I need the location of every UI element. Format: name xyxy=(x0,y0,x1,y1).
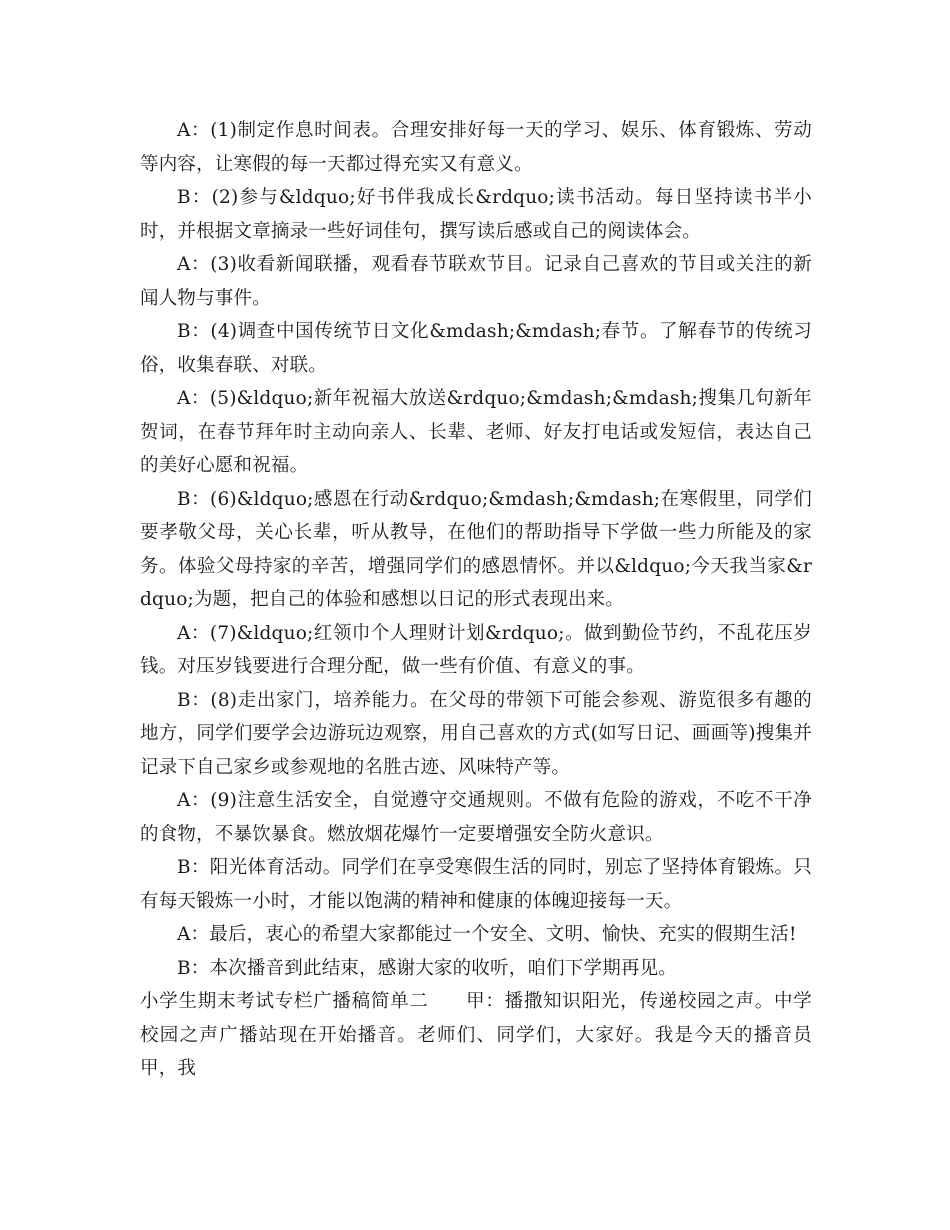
section-title: 小学生期末考试专栏广播稿简单二 xyxy=(140,991,429,1012)
section-text: 甲：播撒知识阳光，传递校园之声。中学校园之声广播站现在开始播音。老师们、同学们，大家好。我是今天的播音员甲，我 xyxy=(140,991,812,1079)
paragraph-7: A：(7)&ldquo;红领巾个人理财计划&rdquo;。做到勤俭节约，不乱花压岁钱。对压岁钱要进行合理分配，做一些有价值、有意义的事。 xyxy=(140,622,812,677)
paragraph-6: B：(6)&ldquo;感恩在行动&rdquo;&mdash;&mdash;在寒假里，同学们要孝敬父母，关心长辈，听从教导，在他们的帮助指导下学做一些力所能及的家务。体验父母持家的辛苦，增强同学们的感恩情怀。并以&ldquo;今天我当家&rdquo;为题，把自己的体验和感想以日记的形式表现出来。 xyxy=(140,488,812,610)
paragraph-9: A：(9)注意生活安全，自觉遵守交通规则。不做有危险的游戏，不吃不干净的食物，不暴饮暴食。燃放烟花爆竹一定要增强安全防火意识。 xyxy=(140,790,812,845)
paragraph-4: B：(4)调查中国传统节日文化&mdash;&mdash;春节。了解春节的传统习俗，收集春联、对联。 xyxy=(140,321,812,376)
next-section xyxy=(140,985,812,1086)
paragraph-8: B：(8)走出家门，培养能力。在父母的带领下可能会参观、游览很多有趣的地方，同学们要学会边游玩边观察，用自己喜欢的方式(如写日记、画画等)搜集并记录下自己家乡或参观地的名胜古迹、风味特产等。 xyxy=(140,689,812,778)
paragraph-11: A：最后，衷心的希望大家都能过一个安全、文明、愉快、充实的假期生活! xyxy=(177,924,797,945)
paragraph-2: B：(2)参与&ldquo;好书伴我成长&rdquo;读书活动。每日坚持读书半小时，并根据文章摘录一些好词佳句，撰写读后感或自己的阅读体会。 xyxy=(140,187,812,242)
paragraph-3: A：(3)收看新闻联播，观看春节联欢节目。记录自己喜欢的节目或关注的新闻人物与事件。 xyxy=(140,254,812,309)
document-body xyxy=(140,114,812,1086)
paragraph-12: B：本次播音到此结束，感谢大家的收听，咱们下学期再见。 xyxy=(177,957,677,979)
paragraph-1: A：(1)制定作息时间表。合理安排好每一天的学习、娱乐、体育锻炼、劳动等内容，让寒假的每一天都过得充实又有意义。 xyxy=(140,120,812,175)
paragraph-10: B：阳光体育活动。同学们在享受寒假生活的同时，别忘了坚持体育锻炼。只有每天锻炼一小时，才能以饱满的精神和健康的体魄迎接每一天。 xyxy=(140,857,812,912)
paragraph-5: A：(5)&ldquo;新年祝福大放送&rdquo;&mdash;&mdash;搜集几句新年贺词，在春节拜年时主动向亲人、长辈、老师、好友打电话或发短信，表达自己的美好心愿和祝福。 xyxy=(140,388,812,476)
